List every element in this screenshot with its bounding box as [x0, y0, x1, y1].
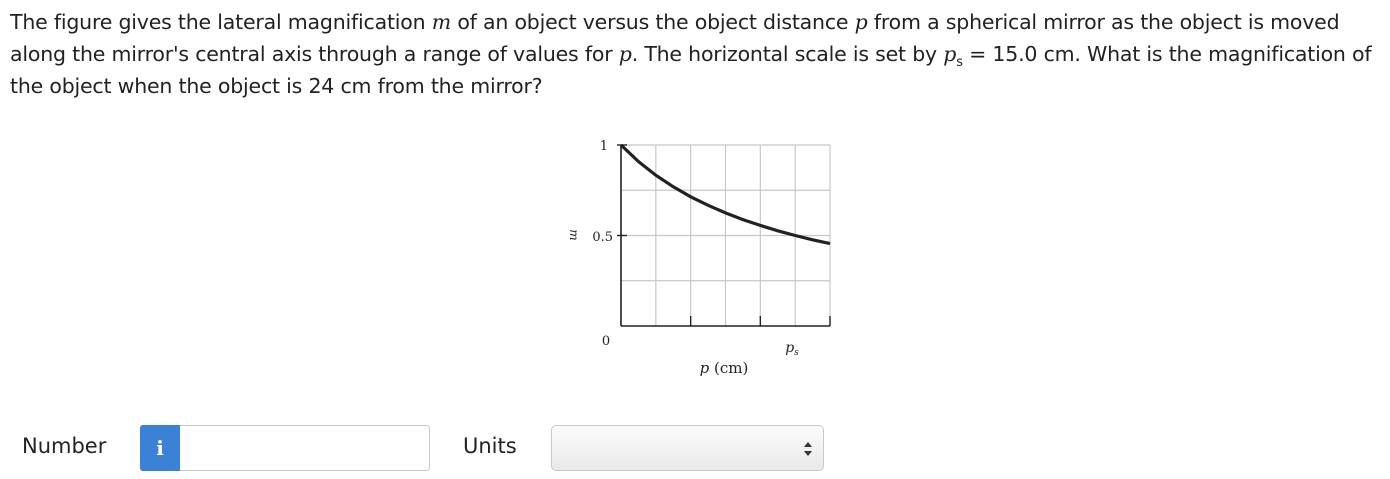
x-tick-label-ps: $p_s$	[785, 340, 799, 358]
y-axis-label: m	[567, 229, 581, 241]
number-input[interactable]	[180, 425, 430, 471]
var-p: p	[854, 10, 868, 34]
units-label: Units	[463, 434, 517, 458]
number-label: Number	[22, 434, 107, 458]
magnification-chart	[540, 130, 840, 380]
var-ps: p	[943, 42, 957, 66]
x-axis-label: p (cm)	[699, 359, 749, 377]
y-tick-label-0.5: 0.5	[592, 230, 613, 245]
select-arrows-icon	[803, 440, 813, 458]
var-m: m	[431, 10, 451, 34]
units-select[interactable]	[551, 425, 824, 471]
x-tick-label-0: 0	[601, 334, 611, 349]
var-p-2: p	[618, 42, 632, 66]
question-text: The figure gives the lateral magnification m of an object versus the object distance p from a spherical mirror as the object is moved along the mirror's central axis through a range of values for p. The horizontal scale is set by $p_s = 15.0$ cm. What is the magnification of the object when the object is 24 cm from the mirror?	[10, 10, 1372, 98]
answer-row	[0, 420, 1390, 476]
y-tick-label-1: 1	[599, 139, 608, 154]
info-icon[interactable]: i	[140, 425, 180, 471]
